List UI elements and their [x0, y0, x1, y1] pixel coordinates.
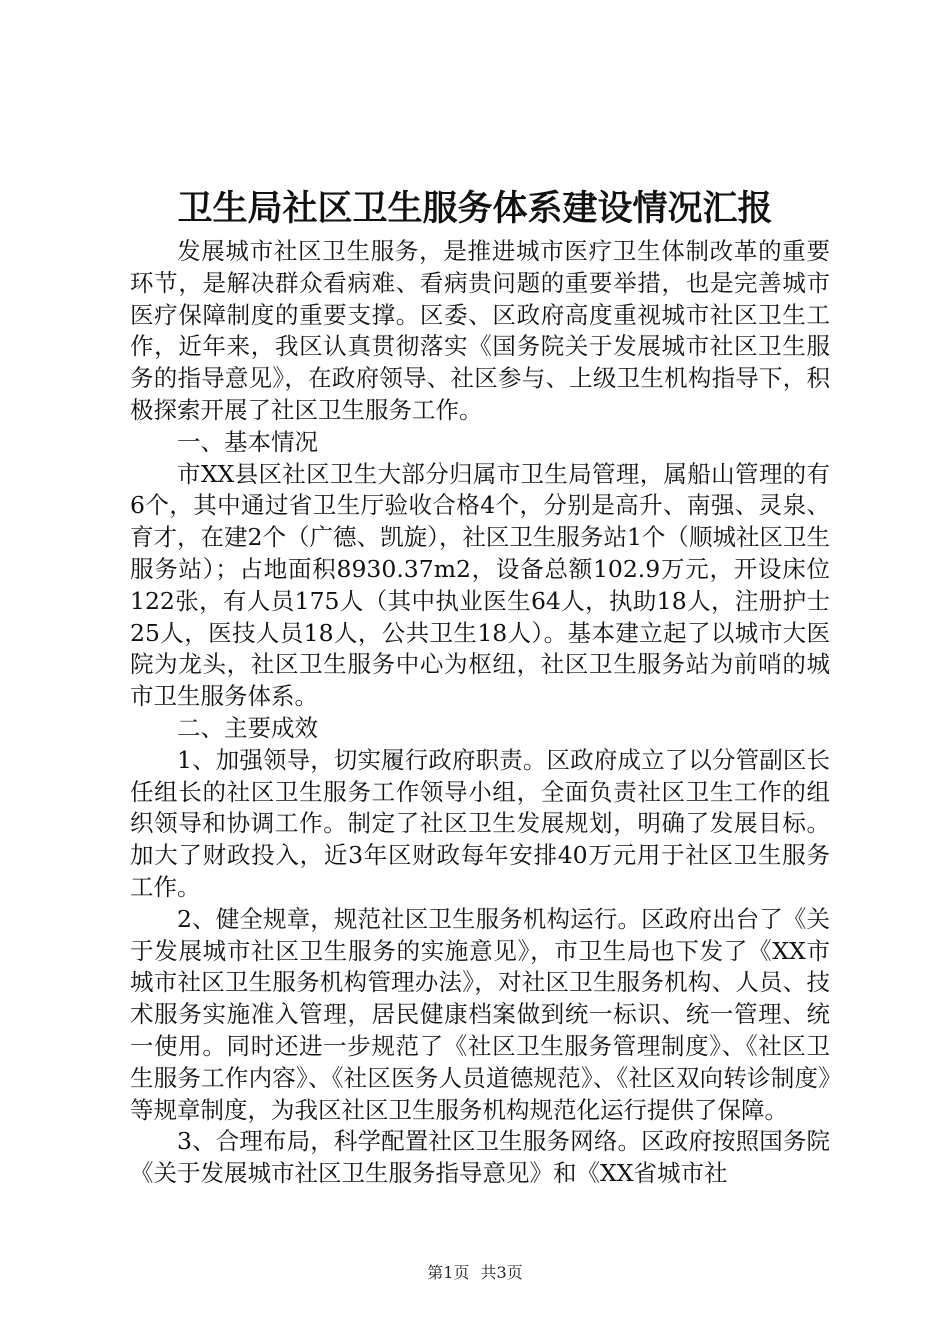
paragraph-result-1: 1、加强领导，切实履行政府职责。区政府成立了以分管副区长任组长的社区卫生服务工作领导小组，全面负责社区卫生工作的组织领导和协调工作。制定了社区卫生发展规划，明确了发展目标。加大了财政投入，近3年区财政每年安排40万元用于社区卫生服务工作。: [130, 745, 830, 901]
paragraph-intro: 发展城市社区卫生服务，是推进城市医疗卫生体制改革的重要环节，是解决群众看病难、看病贵问题的重要举措，也是完善城市医疗保障制度的重要支撑。区委、区政府高度重视城市社区卫生工作，近年来，我区认真贯彻落实《国务院关于发展城市社区卫生服务的指导意见》，在政府领导、社区参与、上级卫生机构指导下，积极探索开展了社区卫生服务工作。: [130, 237, 830, 424]
document-body: [130, 236, 830, 1190]
paragraph-result-2: 2、健全规章，规范社区卫生服务机构运行。区政府出台了《关于发展城市社区卫生服务的实施意见》，市卫生局也下发了《XX市城市社区卫生服务机构管理办法》，对社区卫生服务机构、人员、技术服务实施准入管理，居民健康档案做到统一标识、统一管理、统一使用。同时还进一步规范了《社区卫生服务管理制度》、《社区卫生服务工作内容》、《社区医务人员道德规范》、《社区双向转诊制度》等规章制度，为我区社区卫生服务机构规范化运行提供了保障。: [130, 904, 830, 1124]
page-number: 第1页: [427, 1263, 470, 1282]
document-title: 卫生局社区卫生服务体系建设情况汇报: [177, 188, 773, 229]
paragraph-basic-situation: 市XX县区社区卫生大部分归属市卫生局管理，属船山管理的有6个，其中通过省卫生厅验收合格4个，分别是高升、南强、灵泉、育才，在建2个（广德、凯旋），社区卫生服务站1个（顺城社区卫生服务站）；占地面积8930.37m2，设备总额102.9万元，开设床位122张，有人员175人（其中执业医生64人，执助18人，注册护士25人，医技人员18人，公共卫生18人）。基本建立起了以城市大医院为龙头，社区卫生服务中心为枢纽，社区卫生服务站为前哨的城市卫生服务体系。: [130, 459, 830, 711]
section-heading-basic-situation: 一、基本情况: [177, 427, 318, 456]
page-footer: [0, 1262, 950, 1284]
page-total: 共3页: [480, 1263, 523, 1282]
paragraph-result-3: 3、合理布局，科学配置社区卫生服务网络。区政府按照国务院《关于发展城市社区卫生服务指导意见》和《XX省城市社: [130, 1127, 830, 1188]
section-heading-main-results: 二、主要成效: [177, 713, 318, 742]
